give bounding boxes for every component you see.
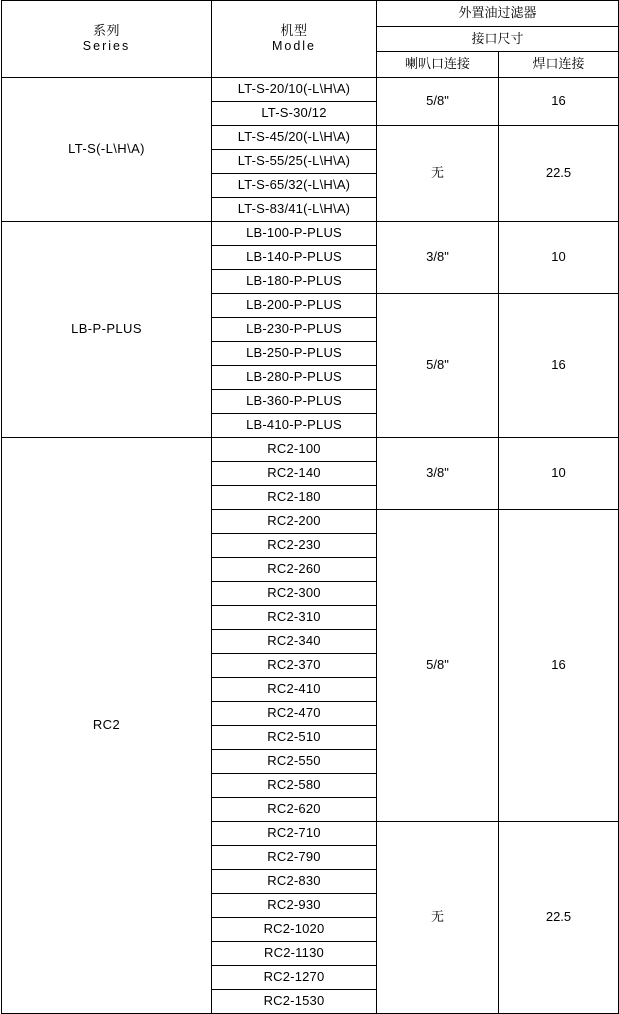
flare-connection-cell: 无 xyxy=(377,126,499,222)
model-cell: RC2-140 xyxy=(212,462,377,486)
model-cell: RC2-830 xyxy=(212,870,377,894)
table-row xyxy=(2,78,619,102)
model-cell: RC2-580 xyxy=(212,774,377,798)
model-cell: LB-200-P-PLUS xyxy=(212,294,377,318)
model-cell: RC2-550 xyxy=(212,750,377,774)
model-cell: RC2-340 xyxy=(212,630,377,654)
model-cell: RC2-470 xyxy=(212,702,377,726)
model-cell: RC2-1130 xyxy=(212,942,377,966)
weld-connection-cell: 16 xyxy=(499,294,619,438)
header-weld-connection: 焊口连接 xyxy=(499,52,619,78)
model-cell: RC2-230 xyxy=(212,534,377,558)
header-model: 机型 Modle xyxy=(212,1,377,78)
table-row xyxy=(2,222,619,246)
model-cell: RC2-260 xyxy=(212,558,377,582)
table-row xyxy=(2,438,619,462)
model-cell: LB-360-P-PLUS xyxy=(212,390,377,414)
weld-connection-cell: 10 xyxy=(499,438,619,510)
specification-table xyxy=(1,0,619,1014)
model-cell: LB-180-P-PLUS xyxy=(212,270,377,294)
series-cell: LB-P-PLUS xyxy=(2,222,212,438)
model-cell: RC2-310 xyxy=(212,606,377,630)
weld-connection-cell: 22.5 xyxy=(499,822,619,1014)
model-cell: RC2-620 xyxy=(212,798,377,822)
series-cell: LT-S(-L\H\A) xyxy=(2,78,212,222)
model-cell: RC2-1530 xyxy=(212,990,377,1014)
header-series: 系列 Series xyxy=(2,1,212,78)
model-cell: RC2-790 xyxy=(212,846,377,870)
model-cell: RC2-930 xyxy=(212,894,377,918)
model-cell: LB-100-P-PLUS xyxy=(212,222,377,246)
model-cell: LB-230-P-PLUS xyxy=(212,318,377,342)
model-cell: LB-280-P-PLUS xyxy=(212,366,377,390)
model-cell: LT-S-30/12 xyxy=(212,102,377,126)
model-cell: LB-410-P-PLUS xyxy=(212,414,377,438)
header-connection-size: 接口尺寸 xyxy=(377,27,619,52)
model-cell: LT-S-45/20(-L\H\A) xyxy=(212,126,377,150)
model-cell: RC2-1270 xyxy=(212,966,377,990)
model-cell: LB-250-P-PLUS xyxy=(212,342,377,366)
model-cell: RC2-410 xyxy=(212,678,377,702)
model-cell: RC2-100 xyxy=(212,438,377,462)
flare-connection-cell: 3/8" xyxy=(377,438,499,510)
model-cell: LT-S-83/41(-L\H\A) xyxy=(212,198,377,222)
model-cell: LT-S-65/32(-L\H\A) xyxy=(212,174,377,198)
model-cell: LB-140-P-PLUS xyxy=(212,246,377,270)
model-cell: RC2-300 xyxy=(212,582,377,606)
flare-connection-cell: 3/8" xyxy=(377,222,499,294)
table-header xyxy=(2,1,619,78)
model-cell: LT-S-55/25(-L\H\A) xyxy=(212,150,377,174)
weld-connection-cell: 16 xyxy=(499,510,619,822)
model-cell: RC2-510 xyxy=(212,726,377,750)
header-external-filter: 外置油过滤器 xyxy=(377,1,619,27)
flare-connection-cell: 5/8" xyxy=(377,510,499,822)
model-cell: LT-S-20/10(-L\H\A) xyxy=(212,78,377,102)
model-cell: RC2-710 xyxy=(212,822,377,846)
flare-connection-cell: 5/8" xyxy=(377,78,499,126)
series-cell: RC2 xyxy=(2,438,212,1014)
flare-connection-cell: 无 xyxy=(377,822,499,1014)
weld-connection-cell: 16 xyxy=(499,78,619,126)
header-flare-connection: 喇叭口连接 xyxy=(377,52,499,78)
model-cell: RC2-200 xyxy=(212,510,377,534)
model-cell: RC2-370 xyxy=(212,654,377,678)
weld-connection-cell: 10 xyxy=(499,222,619,294)
table-body xyxy=(2,78,619,1014)
model-cell: RC2-1020 xyxy=(212,918,377,942)
model-cell: RC2-180 xyxy=(212,486,377,510)
flare-connection-cell: 5/8" xyxy=(377,294,499,438)
weld-connection-cell: 22.5 xyxy=(499,126,619,222)
